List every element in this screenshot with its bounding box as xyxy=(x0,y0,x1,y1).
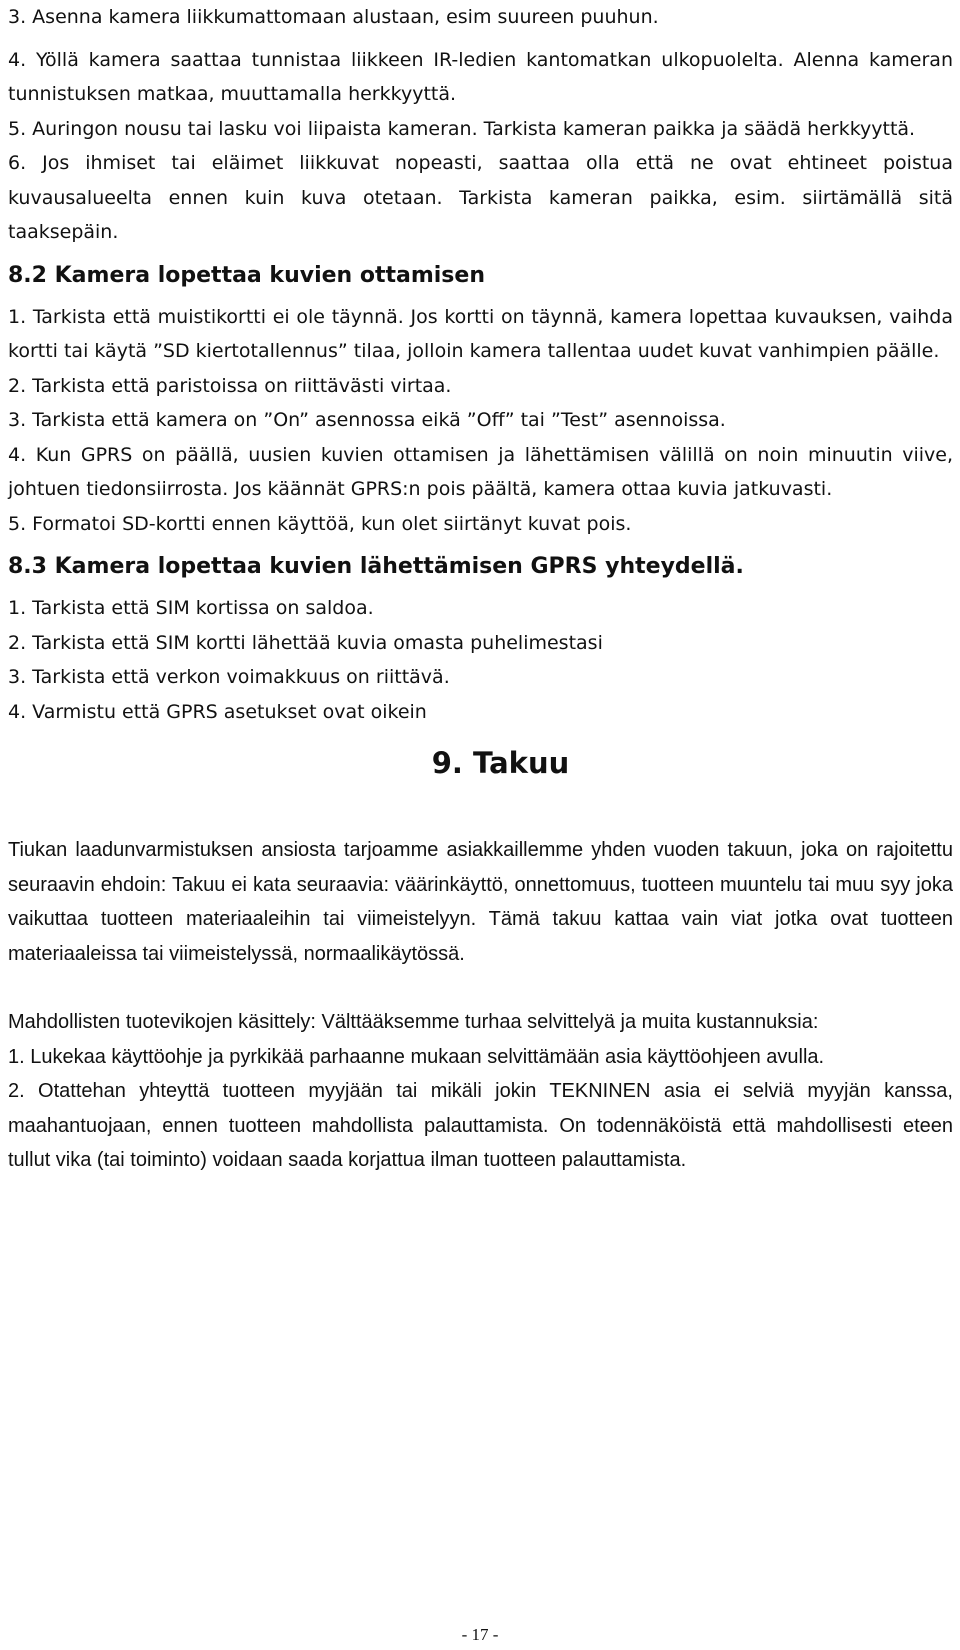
section-8-3-item-2: 2. Tarkista että SIM kortti lähettää kuvia omasta puhelimestasi xyxy=(8,631,603,654)
section-9-heading: 9. Takuu xyxy=(431,746,570,780)
section-8-2-item-4: 4. Kun GPRS on päällä, uusien kuvien ottamisen ja lähettämisen välillä on noin minuutin viive, johtuen tiedonsiirrosta. Jos käännät GPRS:n pois päältä, kamera ottaa kuvia jatkuvasti. xyxy=(8,443,953,500)
page-number: - 17 - xyxy=(461,1625,499,1644)
warranty-intro: Tiukan laadunvarmistuksen ansiosta tarjoamme asiakkaillemme yhden vuoden takuun, joka on rajoitettu seuraavin ehdoin: Takuu ei kata seuraavia: väärinkäyttö, onnettomuus, tuotteen muuntelu tai muu syy joka vaikuttaa tuotteen materiaaleihin tai viimeistelyyn. Tämä takuu kattaa vain viat jotka ovat tuotteen materiaaleissa tai viimeistelyssä, normaalikäytössä. xyxy=(8,839,953,965)
troubleshoot-item-3: 3. Asenna kamera liikkumattomaan alustaan, esim suureen puuhun. xyxy=(8,6,659,28)
section-8-3-heading: 8.3 Kamera lopettaa kuvien lähettämisen GPRS yhteydellä. xyxy=(8,554,744,579)
section-8-3 xyxy=(8,543,953,729)
section-8-2-item-2: 2. Tarkista että paristoissa on riittävästi virtaa. xyxy=(8,374,452,397)
troubleshoot-item-6: 6. Jos ihmiset tai eläimet liikkuvat nopeasti, saattaa olla että ne ovat ehtineet poistua kuvausalueelta ennen kuin kuva otetaan. Tarkista kameran paikka, esim. siirtämällä sitä taaksepäin. xyxy=(8,152,953,243)
section-8-2 xyxy=(8,252,953,542)
troubleshoot-item-5: 5. Auringon nousu tai lasku voi liipaista kameran. Tarkista kameran paikka ja säädä herkkyyttä. xyxy=(8,117,916,140)
section-8-2-item-3: 3. Tarkista että kamera on ”On” asennossa eikä ”Off” tai ”Test” asennoissa. xyxy=(8,409,726,431)
section-8-1-continued xyxy=(8,0,953,250)
section-9-warranty xyxy=(8,735,953,1178)
section-8-2-item-5: 5. Formatoi SD-kortti ennen käyttöä, kun olet siirtänyt kuvat pois. xyxy=(8,512,632,535)
section-8-3-item-1: 1. Tarkista että SIM kortissa on saldoa. xyxy=(8,597,374,619)
section-8-3-item-4: 4. Varmistu että GPRS asetukset ovat oikein xyxy=(8,700,427,723)
section-8-3-item-3: 3. Tarkista että verkon voimakkuus on riittävä. xyxy=(8,666,450,688)
document-page xyxy=(8,0,953,1178)
defect-handling-intro: Mahdollisten tuotevikojen käsittely: Välttääksemme turhaa selvittelyä ja muita kustannuksia: xyxy=(8,1011,819,1033)
defect-handling-item-1: 1. Lukekaa käyttöohje ja pyrkikää parhaanne mukaan selvittämään asia käyttöohjeen avulla. xyxy=(8,1045,825,1068)
section-8-2-item-1: 1. Tarkista että muistikortti ei ole täynnä. Jos kortti on täynnä, kamera lopettaa kuvauksen, vaihda kortti tai käytä ”SD kiertotallennus” tilaa, jolloin kamera tallentaa uudet kuvat vanhimpien päälle. xyxy=(8,305,953,362)
section-8-2-heading: 8.2 Kamera lopettaa kuvien ottamisen xyxy=(8,262,485,288)
troubleshoot-item-4: 4. Yöllä kamera saattaa tunnistaa liikkeen IR-ledien kantomatkan ulkopuolelta. Alenna kameran tunnistuksen matkaa, muuttamalla herkkyyttä. xyxy=(8,48,953,105)
defect-handling-item-2: 2. Otattehan yhteyttä tuotteen myyjään tai mikäli jokin TEKNINEN asia ei selviä myyjän kanssa, maahantuojaan, ennen tuotteen mahdollista palauttamista. On todennäköistä että mahdollisesti eteen tullut vika (tai toiminto) voidaan saada korjattua ilman tuotteen palauttamista. xyxy=(8,1080,953,1171)
